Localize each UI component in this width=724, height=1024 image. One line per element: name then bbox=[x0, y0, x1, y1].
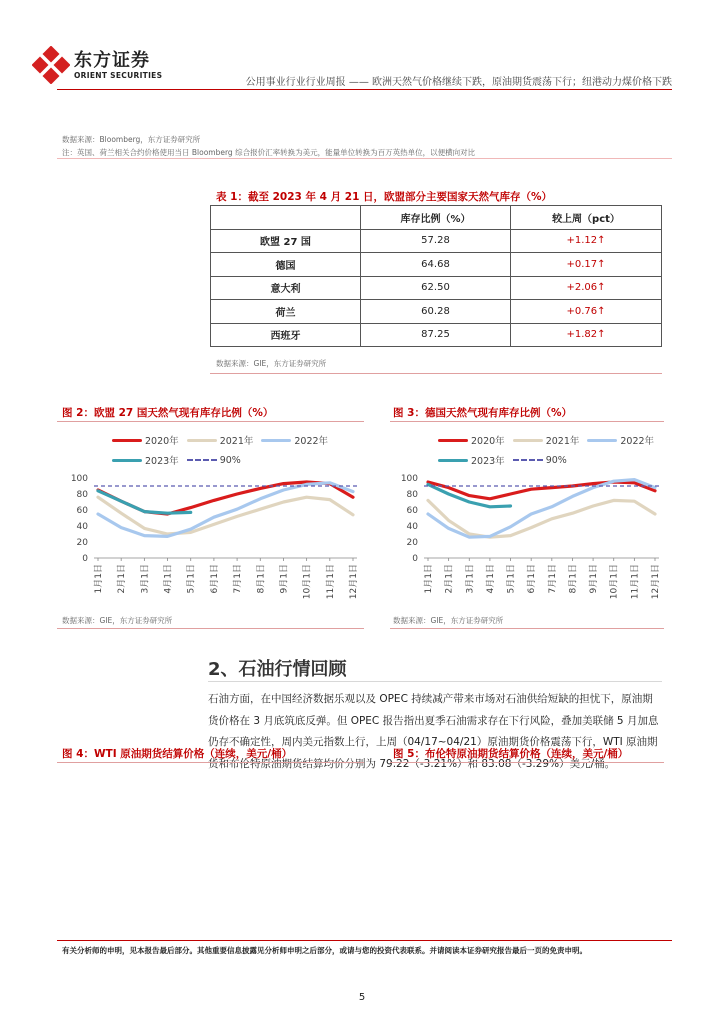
x-tick-label: 7月1日 bbox=[233, 564, 244, 594]
x-tick-label: 8月1日 bbox=[568, 564, 579, 594]
table-header-cell: 较上周（pct） bbox=[511, 206, 662, 230]
y-tick-label: 20 bbox=[76, 538, 88, 548]
table-header-cell: 库存比例（%） bbox=[361, 206, 511, 230]
legend-label: 2020年 bbox=[471, 436, 505, 447]
table-row bbox=[211, 300, 662, 324]
section-title: 2、石油行情回顾 bbox=[208, 659, 347, 680]
germany-storage-chart bbox=[392, 470, 664, 610]
legend-label: 2021年 bbox=[219, 436, 254, 447]
y-tick-label: 0 bbox=[82, 554, 88, 564]
fig3-title-divider bbox=[390, 421, 664, 422]
report-title: 公用事业行业行业周报 —— 欧洲天然气价格继续下跌，原油期货震荡下行；纽港动力煤价格下跌 bbox=[245, 77, 672, 88]
legend-item-2020 bbox=[112, 433, 179, 447]
fig3-source: 数据来源：GIE，东方证券研究所 bbox=[393, 616, 504, 625]
legend-label: 90% bbox=[219, 454, 241, 466]
x-tick-label: 9月1日 bbox=[279, 564, 290, 594]
x-tick-label: 6月1日 bbox=[527, 564, 538, 594]
x-tick-label: 7月1日 bbox=[547, 564, 558, 594]
legend-label: 2023年 bbox=[145, 456, 179, 467]
legend-item-2023 bbox=[438, 453, 505, 467]
x-tick-label: 3月1日 bbox=[465, 564, 476, 594]
fig2-bottom-divider bbox=[57, 628, 364, 629]
eu-storage-chart bbox=[62, 470, 362, 610]
table-header-row bbox=[211, 206, 662, 230]
top-conversion-note: 注：英国、荷兰相关合约价格使用当日 Bloomberg 综合报价汇率转换为美元，能量单位转换为百万英热单位，以便横向对比 bbox=[62, 148, 476, 157]
table-row bbox=[211, 323, 662, 347]
legend-item-2022 bbox=[261, 433, 328, 447]
fig4-title: 图 4：WTI 原油期货结算价格（连续，美元/桶） bbox=[62, 748, 293, 760]
y-tick-label: 60 bbox=[76, 506, 88, 516]
legend-item-2021 bbox=[513, 433, 580, 447]
y-tick-label: 80 bbox=[406, 490, 418, 500]
page-number: 5 bbox=[358, 992, 366, 1003]
y-tick-label: 0 bbox=[412, 554, 418, 564]
fig5-title-divider bbox=[390, 762, 664, 763]
y-tick-label: 40 bbox=[406, 522, 418, 532]
ratio-cell: 57.28 bbox=[361, 229, 511, 253]
x-tick-label: 12月1日 bbox=[651, 564, 661, 600]
y-tick-label: 20 bbox=[406, 538, 418, 548]
x-tick-label: 3月1日 bbox=[140, 564, 151, 594]
logo-english-name: ORIENT SECURITIES bbox=[74, 70, 163, 80]
country-cell: 荷兰 bbox=[211, 300, 361, 324]
company-logo bbox=[32, 46, 162, 84]
fig3-legend bbox=[438, 430, 662, 470]
fig3-title: 图 3：德国天然气现有库存比例（%） bbox=[393, 407, 572, 419]
change-cell: +1.82↑ bbox=[511, 323, 662, 347]
x-tick-label: 9月1日 bbox=[589, 564, 600, 594]
y-tick-label: 100 bbox=[400, 474, 418, 484]
series-line-2020年 bbox=[428, 482, 655, 499]
legend-label: 2022年 bbox=[620, 436, 655, 447]
y-tick-label: 80 bbox=[76, 490, 88, 500]
country-cell: 意大利 bbox=[211, 276, 361, 300]
legend-item-2022 bbox=[587, 433, 654, 447]
legend-item-2021 bbox=[187, 433, 254, 447]
fig2-source: 数据来源：GIE，东方证券研究所 bbox=[62, 616, 173, 625]
legend-label: 2021年 bbox=[545, 436, 580, 447]
paragraph-line: 石油方面，在中国经济数据乐观以及 OPEC 持续减产带来市场对石油供给短缺的担忧下，原油期 bbox=[208, 693, 653, 705]
country-cell: 西班牙 bbox=[211, 323, 361, 347]
paragraph-line: 货和布伦特原油期货结算均价分别为 79.22（-3.21%）和 83.08（-3.29%）美元/桶。 bbox=[208, 757, 616, 770]
fig2-title: 图 2：欧盟 27 国天然气现有库存比例（%） bbox=[62, 407, 274, 419]
legend-item-ref bbox=[187, 455, 241, 466]
x-tick-label: 12月1日 bbox=[349, 564, 359, 600]
x-tick-label: 1月1日 bbox=[94, 564, 104, 594]
series-line-2021年 bbox=[428, 500, 655, 537]
logo-chinese-name: 东方证券 bbox=[74, 49, 150, 71]
legend-label: 2020年 bbox=[145, 436, 179, 447]
table1-bottom-divider bbox=[210, 373, 662, 374]
x-tick-label: 5月1日 bbox=[506, 564, 517, 594]
logo-mark-icon bbox=[32, 46, 70, 84]
paragraph-line: 货价格在 3 月底筑底反弹。但 OPEC 报告指出夏季石油需求存在下行风险，叠加美联储 5 月加息 bbox=[208, 714, 659, 727]
table1-source: 数据来源：GIE，东方证券研究所 bbox=[216, 359, 327, 368]
legend-item-2020 bbox=[438, 433, 505, 447]
fig4-title-divider bbox=[57, 762, 364, 763]
fig5-title: 图 5：布伦特原油期货结算价格（连续，美元/桶） bbox=[393, 748, 629, 760]
x-tick-label: 8月1日 bbox=[256, 564, 267, 594]
country-cell: 德国 bbox=[211, 253, 361, 277]
legend-label: 2023年 bbox=[471, 456, 505, 467]
x-tick-label: 4月1日 bbox=[485, 564, 496, 594]
gas-storage-table bbox=[210, 205, 662, 347]
legend-label: 2022年 bbox=[294, 436, 329, 447]
fig3-bottom-divider bbox=[390, 628, 664, 629]
y-tick-label: 60 bbox=[406, 506, 418, 516]
section-title-divider bbox=[208, 681, 662, 682]
ratio-cell: 87.25 bbox=[361, 323, 511, 347]
table-row bbox=[211, 253, 662, 277]
table-row bbox=[211, 229, 662, 253]
ratio-cell: 64.68 bbox=[361, 253, 511, 277]
x-tick-label: 2月1日 bbox=[444, 564, 455, 594]
legend-item-2023 bbox=[112, 453, 179, 467]
paragraph-line: 仍存不确定性，周内美元指数上行，上周（04/17~04/21）原油期货价格震荡下行，WTI 原油期 bbox=[208, 736, 658, 748]
x-tick-label: 2月1日 bbox=[117, 564, 128, 594]
country-cell: 欧盟 27 国 bbox=[211, 229, 361, 253]
fig2-legend bbox=[112, 430, 336, 470]
change-cell: +2.06↑ bbox=[511, 276, 662, 300]
table1-title: 表 1：截至 2023 年 4 月 21 日，欧盟部分主要国家天然气库存（%） bbox=[216, 191, 553, 203]
x-tick-label: 11月1日 bbox=[630, 564, 641, 600]
ratio-cell: 62.50 bbox=[361, 276, 511, 300]
change-cell: +0.17↑ bbox=[511, 253, 662, 277]
series-line-2021年 bbox=[98, 497, 353, 534]
legend-item-ref bbox=[513, 455, 567, 466]
ratio-cell: 60.28 bbox=[361, 300, 511, 324]
table-row bbox=[211, 276, 662, 300]
top-source-note: 数据来源：Bloomberg，东方证券研究所 bbox=[62, 135, 201, 144]
x-tick-label: 5月1日 bbox=[186, 564, 197, 594]
x-tick-label: 10月1日 bbox=[302, 564, 313, 600]
x-tick-label: 1月1日 bbox=[424, 564, 434, 594]
table-header-cell bbox=[211, 206, 361, 230]
x-tick-label: 10月1日 bbox=[609, 564, 620, 600]
footer-divider bbox=[57, 940, 672, 941]
x-tick-label: 11月1日 bbox=[325, 564, 336, 600]
header-divider bbox=[57, 89, 672, 90]
footer-disclaimer: 有关分析师的申明，见本报告最后部分。其他重要信息披露见分析师申明之后部分，或请与您的投资代表联系。并请阅读本证券研究报告最后一页的免责申明。 bbox=[62, 946, 587, 955]
change-cell: +0.76↑ bbox=[511, 300, 662, 324]
legend-label: 90% bbox=[545, 454, 567, 466]
change-cell: +1.12↑ bbox=[511, 229, 662, 253]
fig2-title-divider bbox=[57, 421, 364, 422]
x-tick-label: 4月1日 bbox=[163, 564, 174, 594]
x-tick-label: 6月1日 bbox=[209, 564, 220, 594]
y-tick-label: 40 bbox=[76, 522, 88, 532]
y-tick-label: 100 bbox=[70, 474, 88, 484]
top-note-divider bbox=[57, 158, 672, 159]
